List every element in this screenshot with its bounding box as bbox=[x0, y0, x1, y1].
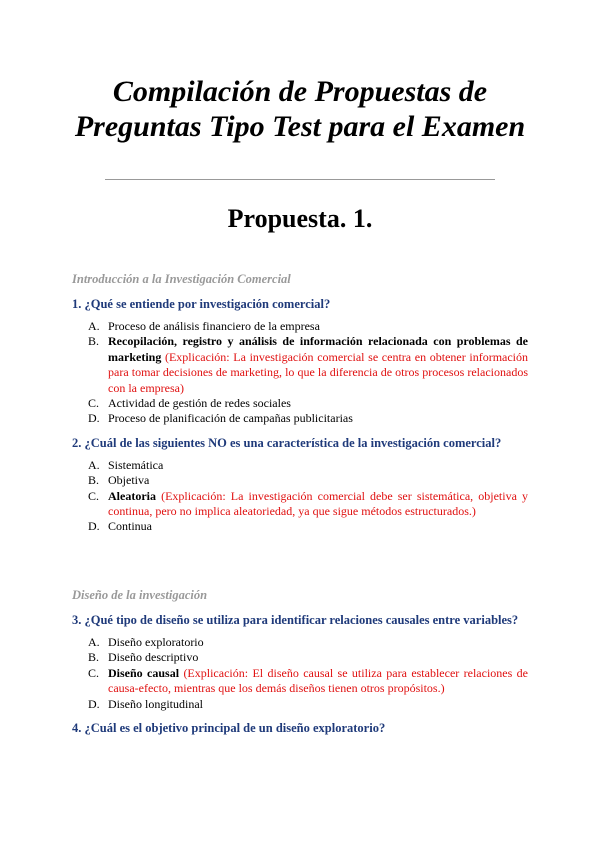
title-line: Preguntas Tipo Test para el Examen bbox=[74, 110, 526, 143]
option-text: Continua bbox=[108, 519, 152, 534]
option-a bbox=[72, 635, 528, 650]
title-line: Compilación de Propuestas de bbox=[112, 75, 488, 108]
section-heading: Introducción a la Investigación Comercial bbox=[72, 272, 291, 286]
option-a bbox=[72, 458, 528, 473]
option-c bbox=[72, 489, 528, 520]
explanation: (Explicación: La investigación comercial debe ser sistemática, objetiva y continua, pero no implica aleatoriedad, ya que sigue métodos estructurados.) bbox=[108, 488, 528, 519]
document-title bbox=[0, 74, 600, 144]
option-letter: A. bbox=[88, 635, 100, 649]
option-text: Diseño descriptivo bbox=[108, 650, 199, 665]
option-text: Diseño longitudinal bbox=[108, 696, 203, 711]
option-letter: A. bbox=[88, 319, 100, 333]
option-d bbox=[72, 519, 528, 534]
section-intro bbox=[72, 272, 528, 535]
question-2: 2. ¿Cuál de las siguientes NO es una característica de la investigación comercial? bbox=[72, 435, 502, 450]
option-text: Actividad de gestión de redes sociales bbox=[108, 396, 291, 411]
explanation: (Explicación: El diseño causal se utiliza para establecer relaciones de causa-efecto, mientras que los demás diseños tienen otros propósitos.) bbox=[108, 665, 528, 696]
option-c bbox=[72, 396, 528, 411]
section-design bbox=[72, 588, 528, 736]
horizontal-divider bbox=[105, 179, 495, 180]
correct-answer: Recopilación, registro y análisis de información relacionada con problemas de marketing bbox=[108, 334, 528, 364]
option-text: Objetiva bbox=[108, 473, 150, 488]
option-letter: B. bbox=[88, 650, 100, 665]
option-text: Sistemática bbox=[108, 457, 164, 472]
option-letter: A. bbox=[88, 457, 100, 472]
question-1: 1. ¿Qué se entiende por investigación comercial? bbox=[72, 297, 331, 311]
option-b bbox=[72, 650, 528, 665]
option-text: Proceso de planificación de campañas publicitarias bbox=[108, 411, 353, 426]
option-d bbox=[72, 697, 528, 712]
option-text: Diseño exploratorio bbox=[108, 635, 204, 649]
option-letter: B. bbox=[88, 473, 100, 488]
correct-answer: Aleatoria bbox=[108, 488, 156, 503]
option-b bbox=[72, 473, 528, 488]
option-letter: D. bbox=[88, 696, 100, 711]
section-heading: Diseño de la investigación bbox=[72, 588, 208, 602]
question-4: 4. ¿Cuál es el objetivo principal de un diseño exploratorio? bbox=[72, 721, 386, 736]
question-3: 3. ¿Qué tipo de diseño se utiliza para identificar relaciones causales entre variables? bbox=[72, 613, 519, 627]
option-text: Proceso de análisis financiero de la empresa bbox=[108, 319, 320, 333]
option-d bbox=[72, 411, 528, 426]
option-a bbox=[72, 319, 528, 334]
proposal-heading: Propuesta. 1. bbox=[227, 204, 373, 233]
options-list bbox=[72, 635, 528, 712]
option-letter: C. bbox=[88, 488, 100, 503]
option-letter: D. bbox=[88, 519, 100, 534]
options-list bbox=[72, 319, 528, 427]
option-b bbox=[72, 334, 528, 396]
correct-answer: Diseño causal bbox=[108, 665, 180, 680]
option-c bbox=[72, 666, 528, 697]
options-list bbox=[72, 458, 528, 535]
option-letter: C. bbox=[88, 396, 100, 411]
option-letter: B. bbox=[88, 334, 100, 349]
option-letter: D. bbox=[88, 411, 100, 426]
explanation: (Explicación: La investigación comercial se centra en obtener información para tomar decisiones de marketing, lo que la diferencia de otros procesos relacionados con la empresa) bbox=[108, 349, 529, 395]
option-letter: C. bbox=[88, 665, 100, 680]
